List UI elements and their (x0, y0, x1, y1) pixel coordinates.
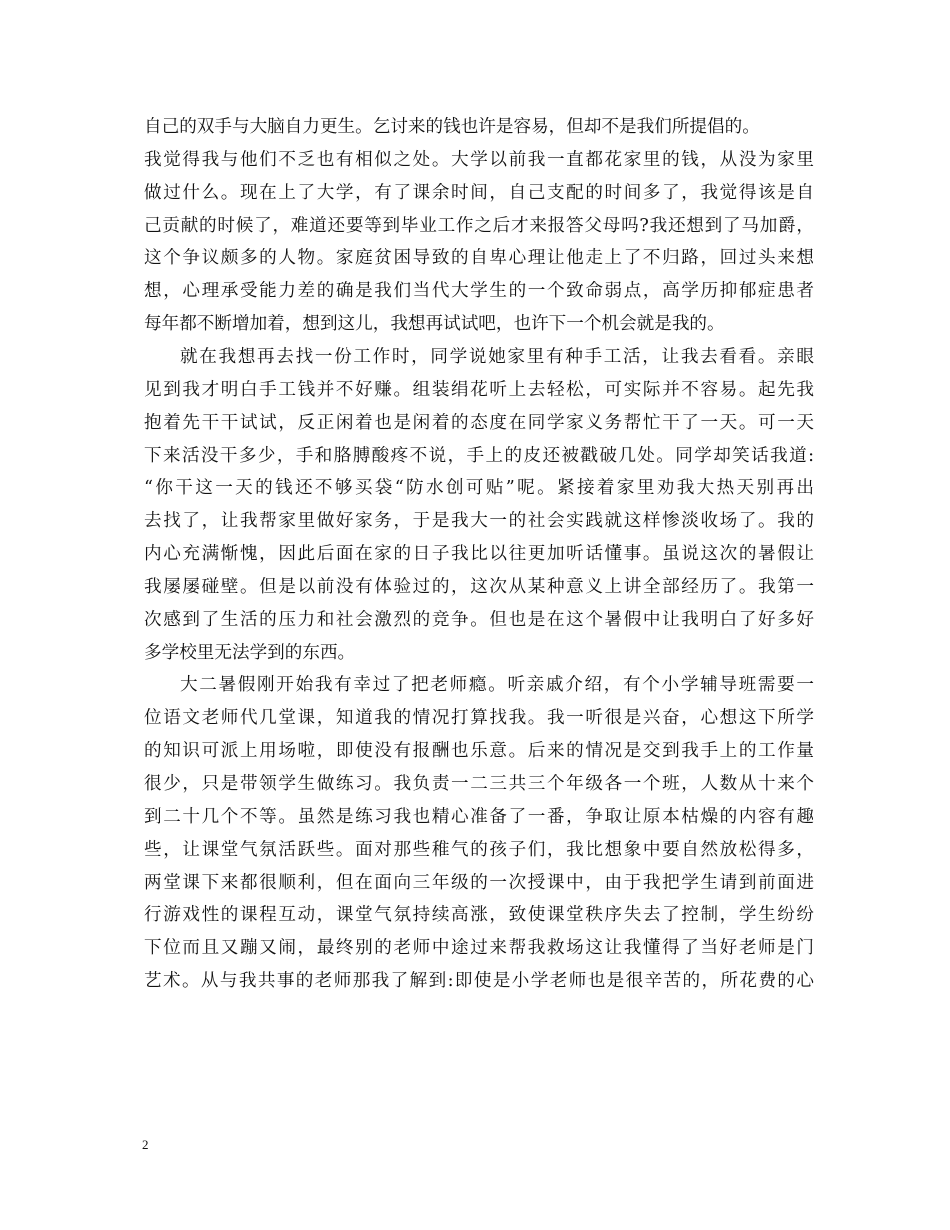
text-line: 做过什么。现在上了大学，有了课余时间，自己支配的时间多了，我觉得该是自 (144, 182, 814, 203)
text-line: 内心充满惭愧，因此后面在家的日子我比以往更加听话懂事。虽说这次的暑假让 (144, 544, 814, 565)
text-line: 到二十几个不等。虽然是练习我也精心准备了一番，争取让原本枯燥的内容有趣 (144, 806, 814, 827)
page-number: 2 (142, 1137, 149, 1152)
text-line: 些，让课堂气氛活跃些。面对那些稚气的孩子们，我比想象中要自然放松得多， (144, 839, 814, 860)
text-line: 多学校里无法学到的东西。 (144, 642, 356, 663)
text-line: 两堂课下来都很顺利，但在面向三年级的一次授课中，由于我把学生请到前面进 (144, 872, 814, 893)
text-line: 见到我才明白手工钱并不好赚。组装绢花听上去轻松，可实际并不容易。起先我 (144, 379, 814, 400)
text-line: 这个争议颇多的人物。家庭贫困导致的自卑心理让他走上了不归路，回过头来想 (144, 248, 814, 269)
text-line: 大二暑假刚开始我有幸过了把老师瘾。听亲戚介绍，有个小学辅导班需要一 (180, 675, 814, 696)
text-line: 很少，只是带领学生做练习。我负责一二三共三个年级各一个班，人数从十来个 (144, 774, 814, 794)
text-line: 行游戏性的课程互动，课堂气氛持续高涨，致使课堂秩序失去了控制，学生纷纷 (144, 905, 814, 926)
text-line: 每年都不断增加着，想到这儿，我想再试试吧，也许下一个机会就是我的。 (144, 314, 725, 335)
text-line: 我屡屡碰壁。但是以前没有体验过的，这次从某种意义上讲全部经历了。我第一 (144, 576, 814, 597)
text-line: 己贡献的时候了，难道还要等到毕业工作之后才来报答父母吗?我还想到了马加爵， (144, 215, 814, 236)
text-line: 下位而且又蹦又闹，最终别的老师中途过来帮我救场这让我懂得了当好老师是门 (144, 938, 814, 959)
text-line: 的知识可派上用场啦，即使没有报酬也乐意。后来的情况是交到我手上的工作量 (144, 741, 814, 762)
text-line: 自己的双手与大脑自力更生。乞讨来的钱也许是容易，但却不是我们所提倡的。 (144, 117, 760, 137)
text-line: 次感到了生活的压力和社会激烈的竞争。但也是在这个暑假中让我明白了好多好 (144, 609, 814, 630)
text-line: 艺术。从与我共事的老师那我了解到:即使是小学老师也是很辛苦的，所花费的心 (144, 971, 814, 992)
text-line: 下来活没干多少，手和胳膊酸疼不说，手上的皮还被戳破几处。同学却笑话我道: (144, 445, 814, 466)
text-line: 位语文老师代几堂课，知道我的情况打算找我。我一听很是兴奋，心想这下所学 (144, 708, 814, 729)
text-line: “你干这一天的钱还不够买袋“防水创可贴”呢。紧接着家里劝我大热天别再出 (144, 478, 814, 499)
text-line: 抱着先干干试试，反正闲着也是闲着的态度在同学家义务帮忙干了一天。可一天 (144, 412, 814, 433)
text-line: 去找了，让我帮家里做好家务，于是我大一的社会实践就这样惨淡收场了。我的 (144, 511, 814, 532)
text-line: 我觉得我与他们不乏也有相似之处。大学以前我一直都花家里的钱，从没为家里 (144, 149, 814, 170)
text-line: 想，心理承受能力差的确是我们当代大学生的一个致命弱点，高学历抑郁症患者 (144, 281, 814, 302)
text-line: 就在我想再去找一份工作时，同学说她家里有种手工活，让我去看看。亲眼 (180, 346, 814, 367)
